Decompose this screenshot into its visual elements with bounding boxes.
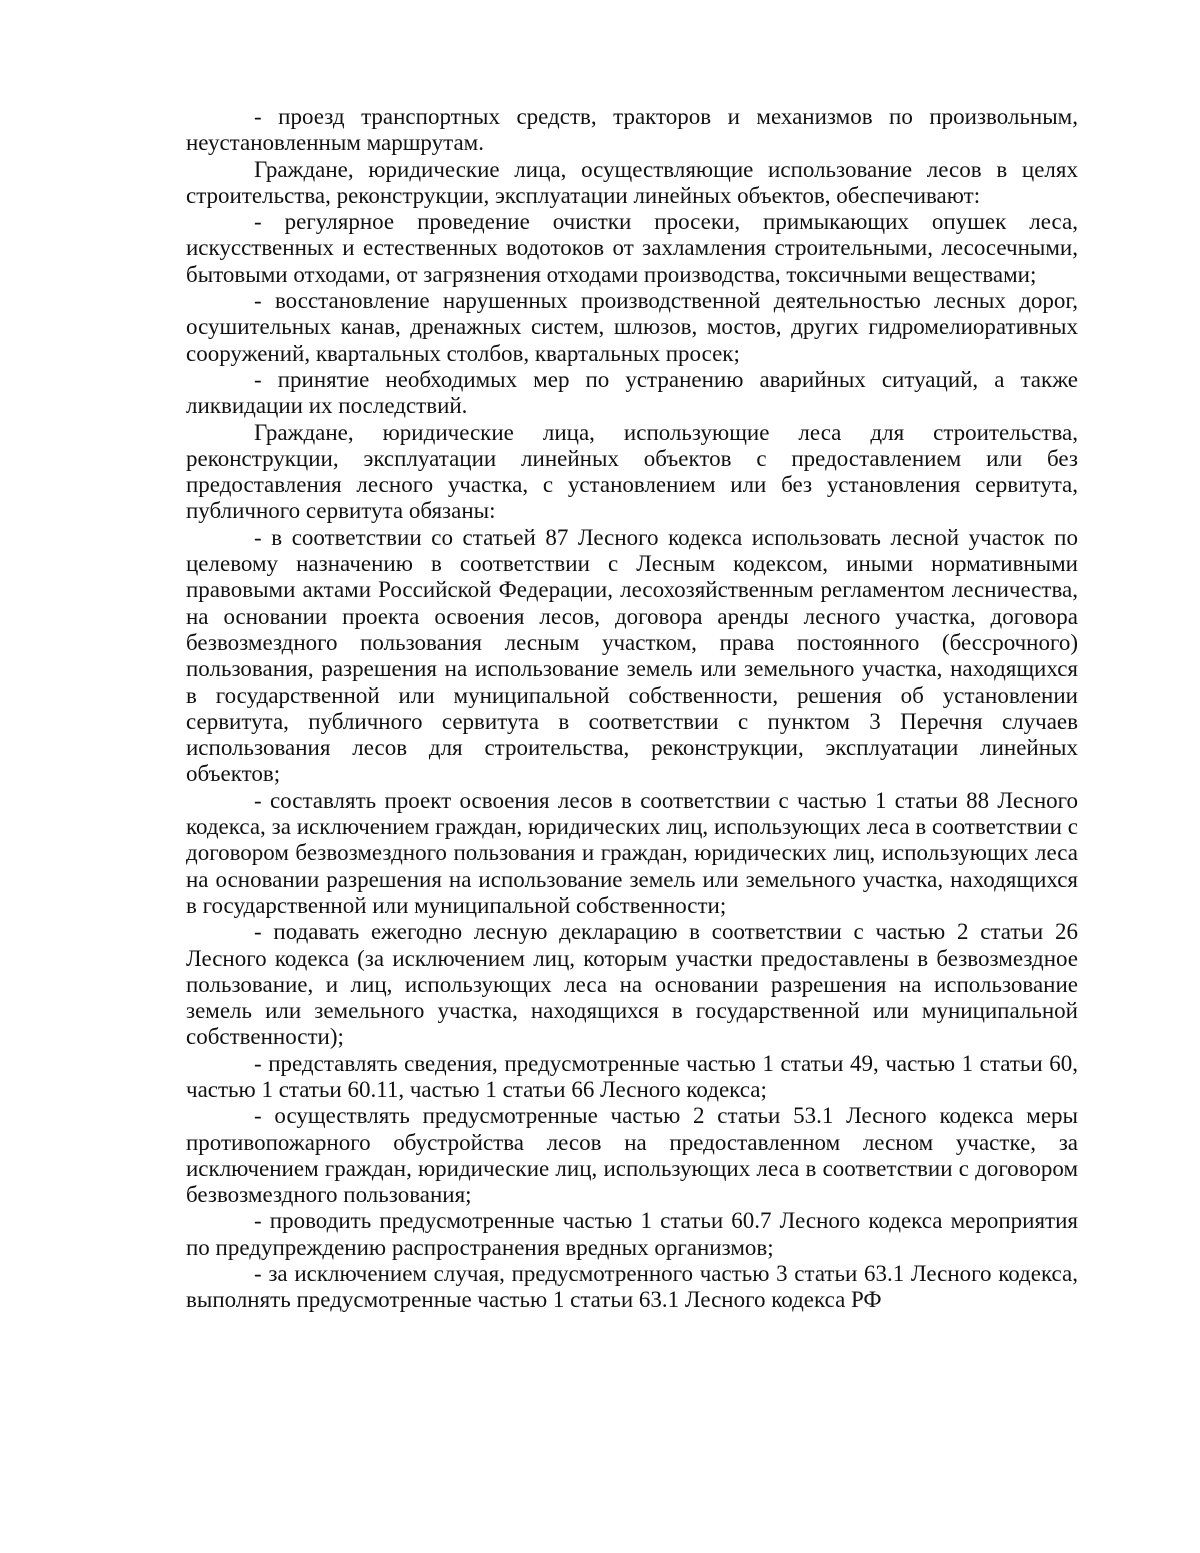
paragraph-duties-intro: Граждане, юридические лица, использующие леса для строительства, реконструкции, эксплуатации линейных объектов с предоставлением или без предоставления лесного участка, с установлением или без установления сервитута, публичного сервитута обязаны: — [186, 419, 1078, 524]
paragraph-restoration: - восстановление нарушенных производственной деятельностью лесных дорог, осушительных канав, дренажных систем, шлюзов, мостов, других гидромелиоративных сооружений, квартальных столбов, квартальных просек; — [186, 288, 1078, 366]
paragraph-article-87-use: - в соответствии со статьей 87 Лесного кодекса использовать лесной участок по целевому назначению в соответствии с Лесным кодексом, иными нормативными правовыми актами Российской Федерации, лесохозяйственным регламентом лесничества, на основании проекта освоения лесов, договора аренды лесного участка, договора безвозмездного пользования лесным участком, права постоянного (бессрочного) пользования, разрешения на использование земель или земельного участка, находящихся в государственной или муниципальной собственности, решения об установлении сервитута, публичного сервитута в соответствии с пунктом 3 Перечня случаев использования лесов для строительства, реконструкции, эксплуатации линейных объектов; — [186, 524, 1078, 787]
paragraph-linear-objects-obligations-intro: Граждане, юридические лица, осуществляющие использование лесов в целях строительства, реконструкции, эксплуатации линейных объектов, обеспечивают: — [186, 156, 1078, 208]
paragraph-vehicle-passage: - проезд транспортных средств, тракторов и механизмов по произвольным, неустановленным маршрутам. — [186, 104, 1078, 156]
paragraph-forest-declaration: - подавать ежегодно лесную декларацию в соответствии с частью 2 статьи 26 Лесного кодекса (за исключением лиц, которым участки предоставлены в безвозмездное пользование, и лиц, использующих леса на основании разрешения на использование земель или земельного участка, находящихся в государственной или муниципальной собственности); — [186, 919, 1078, 1050]
paragraph-pest-prevention: - проводить предусмотренные частью 1 статьи 60.7 Лесного кодекса мероприятия по предупреждению распространения вредных организмов; — [186, 1208, 1078, 1260]
paragraph-emergency-measures: - принятие необходимых мер по устранению аварийных ситуаций, а также ликвидации их последствий. — [186, 366, 1078, 419]
paragraph-article-63-1: - за исключением случая, предусмотренного частью 3 статьи 63.1 Лесного кодекса, выполнять предусмотренные частью 1 статьи 63.1 Лесного кодекса РФ — [186, 1261, 1078, 1313]
paragraph-clearing-cleanup: - регулярное проведение очистки просеки, примыкающих опушек леса, искусственных и естественных водотоков от захламления строительными, лесосечными, бытовыми отходами, от загрязнения отходами производства, токсичными веществами; — [186, 209, 1078, 287]
document-page — [186, 104, 1078, 1314]
paragraph-development-project: - составлять проект освоения лесов в соответствии с частью 1 статьи 88 Лесного кодекса, за исключением граждан, юридических лиц, использующих леса в соответствии с договором безвозмездного пользования и граждан, юридических лиц, использующих леса на основании разрешения на использование земель или земельного участка, находящихся в государственной или муниципальной собственности; — [186, 787, 1078, 918]
paragraph-information-submission: - представлять сведения, предусмотренные частью 1 статьи 49, частью 1 статьи 60, частью 1 статьи 60.11, частью 1 статьи 66 Лесного кодекса; — [186, 1050, 1078, 1102]
paragraph-fire-prevention: - осуществлять предусмотренные частью 2 статьи 53.1 Лесного кодекса меры противопожарного обустройства лесов на предоставленном лесном участке, за исключением граждан, юридические лиц, использующих леса в соответствии с договором безвозмездного пользования; — [186, 1103, 1078, 1208]
